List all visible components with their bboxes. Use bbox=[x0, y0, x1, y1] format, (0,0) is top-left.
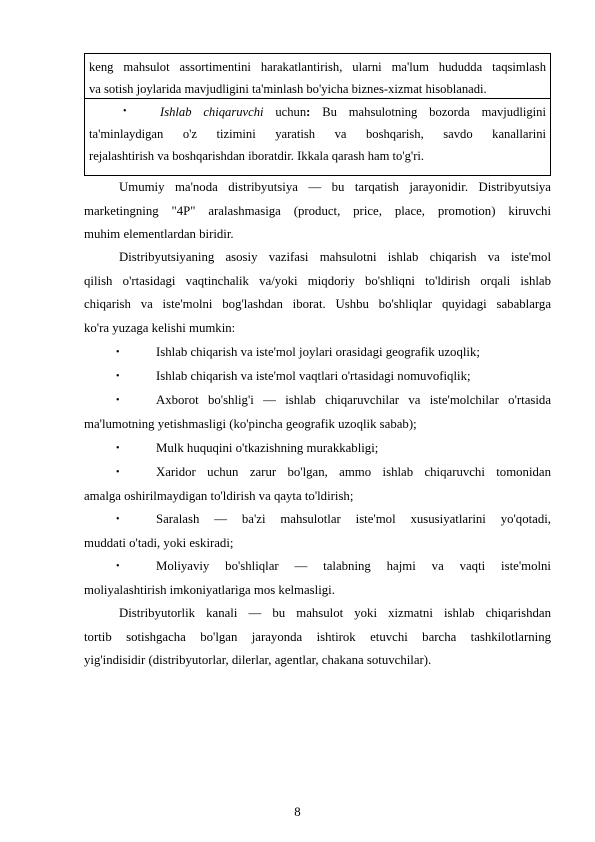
text-line: muhim elementlardan biridir. bbox=[84, 227, 234, 241]
text-line: ma'lumotning yetishmasligi (ko'pincha geografik uzoqlik sabab); bbox=[84, 416, 417, 431]
bullet-icon: • bbox=[116, 395, 120, 406]
list-item bbox=[84, 389, 551, 436]
bullet-icon: • bbox=[116, 561, 120, 572]
text-line: Saralash — ba'zi mahsulotlar iste'mol xususiyatlarini yo'qotadi, bbox=[156, 512, 551, 526]
text-line bbox=[89, 101, 546, 123]
paragraph bbox=[84, 176, 551, 247]
text-line: Ishlab chiqarish va iste'mol vaqtlari o'rtasidagi nomuvofiqlik; bbox=[156, 369, 471, 383]
list-item bbox=[84, 461, 551, 508]
text-line: ko'ra yuzaga kelishi mumkin: bbox=[84, 320, 236, 335]
text-line: Ishlab chiqarish va iste'mol joylari orasidagi geografik uzoqlik; bbox=[156, 345, 480, 359]
term-italic: Ishlab chiqaruvchi bbox=[160, 105, 264, 119]
bullet-icon: • bbox=[116, 514, 120, 525]
table-cell-top bbox=[84, 53, 551, 99]
text-line: moliyalashtirish imkoniyatlariga mos kelmasligi. bbox=[84, 582, 335, 597]
text-line: amalga oshirilmaydigan to'ldirish va qayta to'ldirish; bbox=[84, 488, 354, 503]
list-item bbox=[84, 555, 551, 602]
page-number: 8 bbox=[294, 805, 301, 819]
paragraph bbox=[84, 246, 551, 340]
bullet-icon: • bbox=[116, 347, 120, 358]
text-line: Umumiy ma'noda distribyutsiya — bu tarqatish jarayonidir. Distribyutsiya bbox=[119, 180, 551, 194]
text-line: ta'minlaydigan o'z tizimini yaratish va boshqarish, savdo kanallarini bbox=[89, 127, 546, 141]
bullet-icon: • bbox=[123, 106, 127, 117]
text-line: keng mahsulot assortimentini harakatlantirish, ularni ma'lum hududda taqsimlash bbox=[89, 60, 546, 74]
text-line: muddati o'tadi, yoki eskiradi; bbox=[84, 535, 234, 550]
text-line: yig'indisidir (distribyutorlar, dilerlar, agentlar, chakana sotuvchilar). bbox=[84, 653, 432, 667]
list-item bbox=[84, 341, 551, 365]
text-line: qilish o'rtasidagi vaqtinchalik va/yoki miqdoriy bo'shliqni to'ldirish orqali ishlab bbox=[84, 273, 551, 288]
text-line: Xaridor uchun zarur bo'lgan, ammo ishlab chiqaruvchi tomonidan bbox=[156, 465, 551, 479]
bullet-icon: • bbox=[116, 371, 120, 382]
text-line: Axborot bo'shlig'i — ishlab chiqaruvchilar va iste'molchilar o'rtasida bbox=[156, 393, 551, 407]
bullet-icon: • bbox=[116, 443, 120, 454]
text-line: Distribyutorlik kanali — bu mahsulot yoki xizmatni ishlab chiqarishdan bbox=[119, 606, 551, 620]
text-line: chiqarish va iste'molni bog'lashdan iborat. Ushbu bo'shliqlar quyidagi sabablarga bbox=[84, 297, 551, 311]
list-item bbox=[84, 365, 551, 389]
bullet-icon: • bbox=[116, 467, 120, 478]
text-line: marketingning "4P" aralashmasiga (product, price, place, promotion) kiruvchi bbox=[84, 203, 551, 218]
text-fragment: Bu mahsulotning bozorda mavjudligini bbox=[322, 105, 546, 119]
list-item bbox=[84, 437, 551, 461]
text-line: Distribyutsiyaning asosiy vazifasi mahsulotni ishlab chiqarish va iste'mol bbox=[119, 250, 551, 264]
table-cell-bullet bbox=[84, 98, 551, 176]
text-line: va sotish joylarida mavjudligini ta'minlash bo'yicha biznes-xizmat hisoblanadi. bbox=[89, 82, 487, 96]
word: uchun bbox=[275, 105, 307, 119]
text-line: rejalashtirish va boshqarishdan iboratdir. Ikkala qarash ham to'g'ri. bbox=[89, 149, 425, 163]
text-line: Moliyaviy bo'shliqlar — talabning hajmi va vaqti iste'molni bbox=[156, 559, 551, 573]
paragraph bbox=[84, 602, 551, 673]
colon: : bbox=[306, 105, 311, 119]
list-item bbox=[84, 508, 551, 555]
text-line: Mulk huquqini o'tkazishning murakkabligi; bbox=[156, 441, 379, 455]
text-line: tortib sotishgacha bo'lgan jarayonda ishtirok etuvchi barcha tashkilotlarning bbox=[84, 629, 551, 644]
